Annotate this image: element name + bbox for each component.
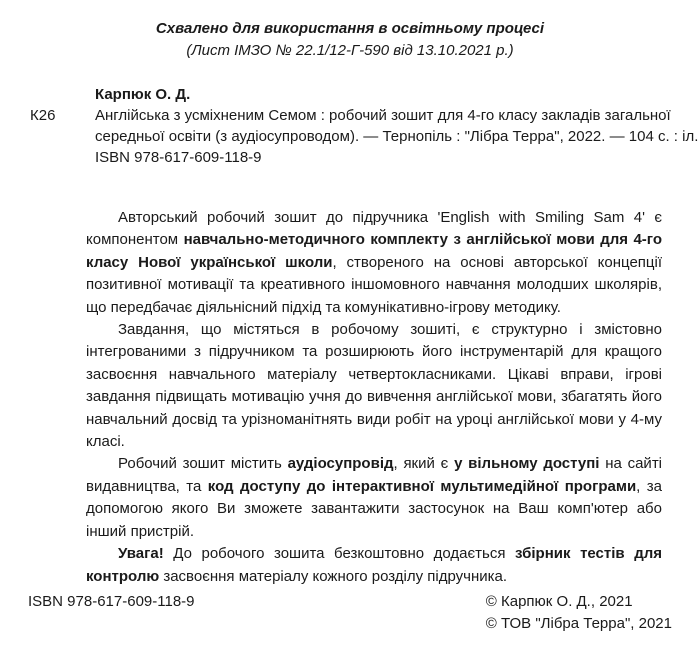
- copyright-publisher: © ТОВ "Лібра Терра", 2021: [485, 615, 672, 632]
- text-run: , який є: [393, 455, 455, 473]
- approval-letter: (Лист ІМЗО № 22.1/12-Г-590 від 13.10.2021 р.): [186, 42, 514, 59]
- copyright-block: [486, 591, 672, 635]
- bold-run: аудіосупровід: [287, 455, 394, 473]
- abstract-paragraph-2: Завдання, що містяться в робочому зошиті, є структурно і змістовно інтегрованими з підручником та розширюють його інструментарій для кращого засвоєння навчального матеріалу четвертокласниками. Цікаві вправи, ігрові завдання підвищать мотивацію учня до вивчення англійської мови, збагатять його навчальний досвід та урізноманітнять види робіт на уроці англійської мови у 4-му класі.: [86, 321, 662, 451]
- abstract: [86, 207, 662, 588]
- approval-title: Схвалено для використання в освітньому процесі: [155, 20, 545, 37]
- abstract-paragraph-3: [86, 453, 662, 543]
- bold-run: Увага!: [118, 545, 164, 563]
- bold-run: код доступу до інтерактивної мультимедійної програми: [207, 477, 637, 495]
- text-run: , створеного на основі авторської концепції позитивної мотивації та креативного іншомовного навчання молодших школярів, що передбачає діяльнісний підхід та комунікативно-ігрову методику.: [86, 253, 663, 316]
- catalog-line: середньої освіти (з аудіосупроводом). — Тернопіль : "Лібра Терра", 2022. — 104 с. : іл.: [95, 128, 699, 145]
- catalog-isbn: ISBN 978-617-609-118-9: [95, 149, 262, 166]
- bold-run: у вільному доступі: [454, 455, 600, 473]
- footer-isbn: ISBN 978-617-609-118-9: [28, 593, 195, 610]
- bold-run: навчально-методичного комплекту з англійської мови для 4-го класу Нової української школи: [86, 231, 663, 271]
- abstract-paragraph-4: [86, 543, 662, 588]
- text-run: Авторський робочий зошит до підручника 'English with Smiling Sam 4' є компонентом: [86, 209, 662, 249]
- text-run: на сайті видавництва, та: [86, 455, 663, 495]
- abstract-paragraph-1: [86, 207, 662, 319]
- copyright-author: © Карпюк О. Д., 2021: [485, 593, 633, 610]
- text-run: Робочий зошит містить: [118, 455, 288, 473]
- text-run: , за допомогою якого Ви зможете завантажити застосунок на Ваш комп'ютер або інший пристрій.: [86, 477, 662, 540]
- catalog-code: К26: [30, 107, 56, 124]
- catalog-author: Карпюк О. Д.: [95, 86, 191, 103]
- text-run: засвоєння матеріалу кожного розділу підручника.: [159, 567, 508, 585]
- catalog-line: Англійська з усміхненим Семом : робочий зошит для 4-го класу закладів загальної: [95, 107, 671, 124]
- bold-run: збірник тестів для контролю: [86, 545, 662, 585]
- catalog-description: [95, 105, 699, 168]
- approval-note: [0, 18, 700, 62]
- text-run: До робочого зошита безкоштовно додається: [163, 545, 516, 563]
